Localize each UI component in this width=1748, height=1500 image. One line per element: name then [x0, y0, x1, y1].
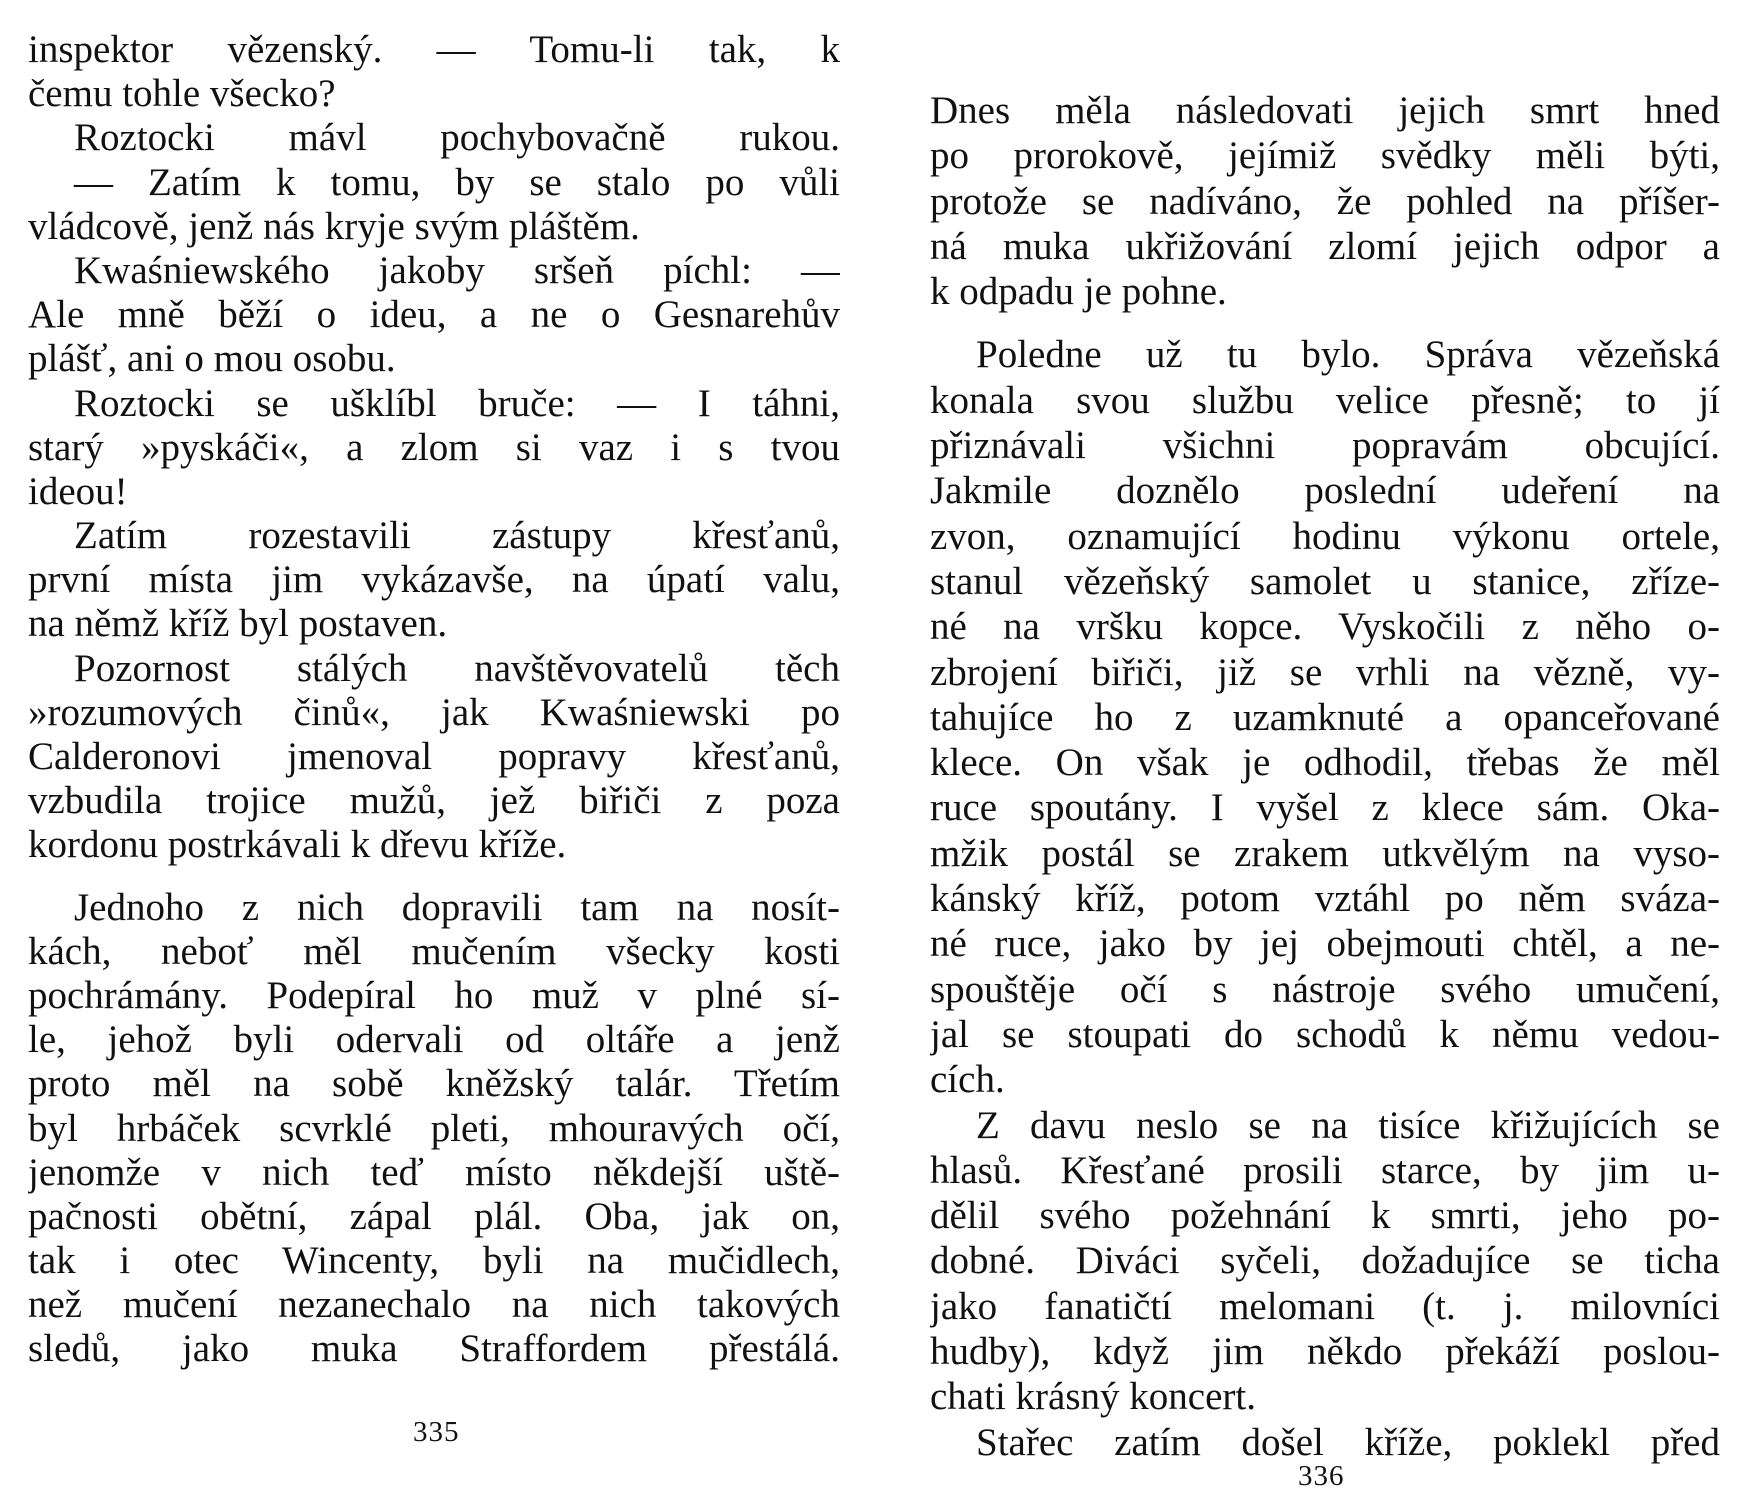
- text-line: přiznávali všichni popravám obcující.: [930, 424, 1720, 468]
- text-line: kordonu postrkávali k dřevu kříže.: [28, 823, 567, 867]
- text-line: Ale mně běží o ideu, a ne o Gesnarehův: [28, 293, 840, 337]
- paragraph-gap: [930, 314, 1720, 332]
- text-line: — Zatím k tomu, by se stalo po vůli: [74, 160, 840, 204]
- text-line: Jednoho z nich dopravili tam na nosít-: [74, 885, 840, 929]
- left-page: [28, 0, 840, 1500]
- page-number: 335: [413, 1416, 460, 1448]
- text-line: »rozumových činů«, jak Kwaśniewski po: [28, 690, 840, 734]
- text-line: Calderonovi jmenoval popravy křesťanů,: [28, 735, 840, 778]
- text-line: dělil svého požehnání k smrti, jeho po-: [930, 1194, 1720, 1238]
- text-line: k odpadu je pohne.: [930, 270, 1227, 314]
- text-line: Zatím rozestavili zástupy křesťanů,: [74, 514, 840, 558]
- text-line: né ruce, jako by jej obejmouti chtěl, a ne-: [930, 922, 1720, 966]
- text-line: hudby), když jim někdo překáží poslou-: [930, 1330, 1720, 1374]
- text-line: vzbudila trojice mužů, jež biřiči z poza: [28, 779, 840, 823]
- text-line: jako fanatičtí melomani (t. j. milovníci: [930, 1284, 1720, 1328]
- text-line: chati krásný koncert.: [930, 1375, 1256, 1419]
- right-page-text: [930, 88, 1720, 1465]
- text-line: klece. On však je odhodil, třebas že měl: [930, 741, 1720, 785]
- text-line: pochrámány. Podepíral ho muž v plné sí-: [28, 973, 840, 1017]
- text-line: protože se nadíváno, že pohled na příšer-: [930, 179, 1720, 223]
- text-line: konala svou službu velice přesně; to jí: [930, 378, 1720, 422]
- text-line: spouštěje očí s nástroje svého umučení,: [930, 967, 1720, 1011]
- text-line: le, jehož byli odervali od oltáře a jenž: [28, 1018, 840, 1062]
- text-line: zvon, oznamující hodinu výkonu ortele,: [930, 514, 1720, 558]
- text-line: jal se stoupati do schodů k němu vedou-: [930, 1012, 1720, 1056]
- text-line: tak i otec Wincenty, byli na mučidlech,: [28, 1239, 840, 1283]
- text-line: vládcově, jenž nás kryje svým pláštěm.: [28, 204, 640, 248]
- text-line: po prorokově, jejímiž svědky měli býti,: [930, 134, 1720, 178]
- text-line: stanul vězeňský samolet u stanice, zříze-: [930, 559, 1720, 603]
- text-line: Poledne už tu bylo. Správa vězeňská: [976, 333, 1720, 377]
- text-line: ruce spoutány. I vyšel z klece sám. Oka-: [930, 786, 1720, 830]
- text-line: jenomže v nich teď místo někdejší uště-: [28, 1150, 840, 1194]
- text-line: zbrojení biřiči, již se vrhli na vězně, vy-: [930, 650, 1720, 694]
- text-line: inspektor vězenský. — Tomu-li tak, k: [28, 28, 840, 71]
- text-line: dobné. Diváci syčeli, dožadujíce se ticha: [930, 1239, 1720, 1283]
- text-line: mžik postál se zrakem utkvělým na vyso-: [930, 831, 1720, 875]
- right-page: [930, 0, 1720, 1500]
- text-line: tahujíce ho z uzamknuté a opanceřované: [930, 695, 1720, 739]
- text-line: plášť, ani o mou osobu.: [28, 337, 396, 381]
- text-line: než mučení nezanechalo na nich takových: [28, 1283, 840, 1327]
- text-line: kách, neboť měl mučením všecky kosti: [28, 929, 840, 973]
- text-line: sledů, jako muka Straffordem přestálá.: [28, 1327, 840, 1371]
- text-line: kánský kříž, potom vztáhl po něm sváza-: [930, 877, 1720, 921]
- text-line: Kwaśniewského jakoby sršeň píchl: —: [74, 248, 840, 292]
- text-line: Stařec zatím došel kříže, poklekl před: [976, 1420, 1720, 1464]
- text-line: proto měl na sobě kněžský talár. Třetím: [28, 1062, 840, 1106]
- text-line: první místa jim vykázavše, na úpatí valu,: [28, 558, 840, 602]
- text-line: cích.: [930, 1058, 1005, 1102]
- text-line: né na vršku kopce. Vyskočili z něho o-: [930, 605, 1720, 649]
- text-line: Z davu neslo se na tisíce křižujících se: [976, 1103, 1720, 1147]
- text-line: Jakmile doznělo poslední udeření na: [930, 469, 1720, 513]
- text-line: hlasů. Křesťané prosili starce, by jim u-: [930, 1148, 1720, 1192]
- text-line: starý »pyskáči«, a zlom si vaz i s tvou: [28, 425, 840, 469]
- text-line: pačnosti obětní, zápal plál. Oba, jak on,: [28, 1194, 840, 1238]
- text-line: Roztocki se ušklíbl bruče: — I táhni,: [74, 381, 840, 425]
- page-number: 336: [1298, 1460, 1345, 1492]
- paragraph-gap: [28, 868, 840, 886]
- text-line: ná muka ukřižování zlomí jejich odpor a: [930, 224, 1720, 268]
- text-line: byl hrbáček scvrklé pleti, mhouravých očí,: [28, 1106, 840, 1150]
- text-line: Pozornost stálých navštěvovatelů těch: [74, 646, 840, 690]
- text-line: na němž kříž byl postaven.: [28, 602, 448, 646]
- left-page-text: [28, 28, 840, 1372]
- text-line: Roztocki mávl pochybovačně rukou.: [74, 116, 840, 160]
- text-line: čemu tohle všecko?: [28, 72, 336, 116]
- text-line: ideou!: [28, 469, 128, 513]
- text-line: Dnes měla následovati jejich smrt hned: [930, 89, 1720, 132]
